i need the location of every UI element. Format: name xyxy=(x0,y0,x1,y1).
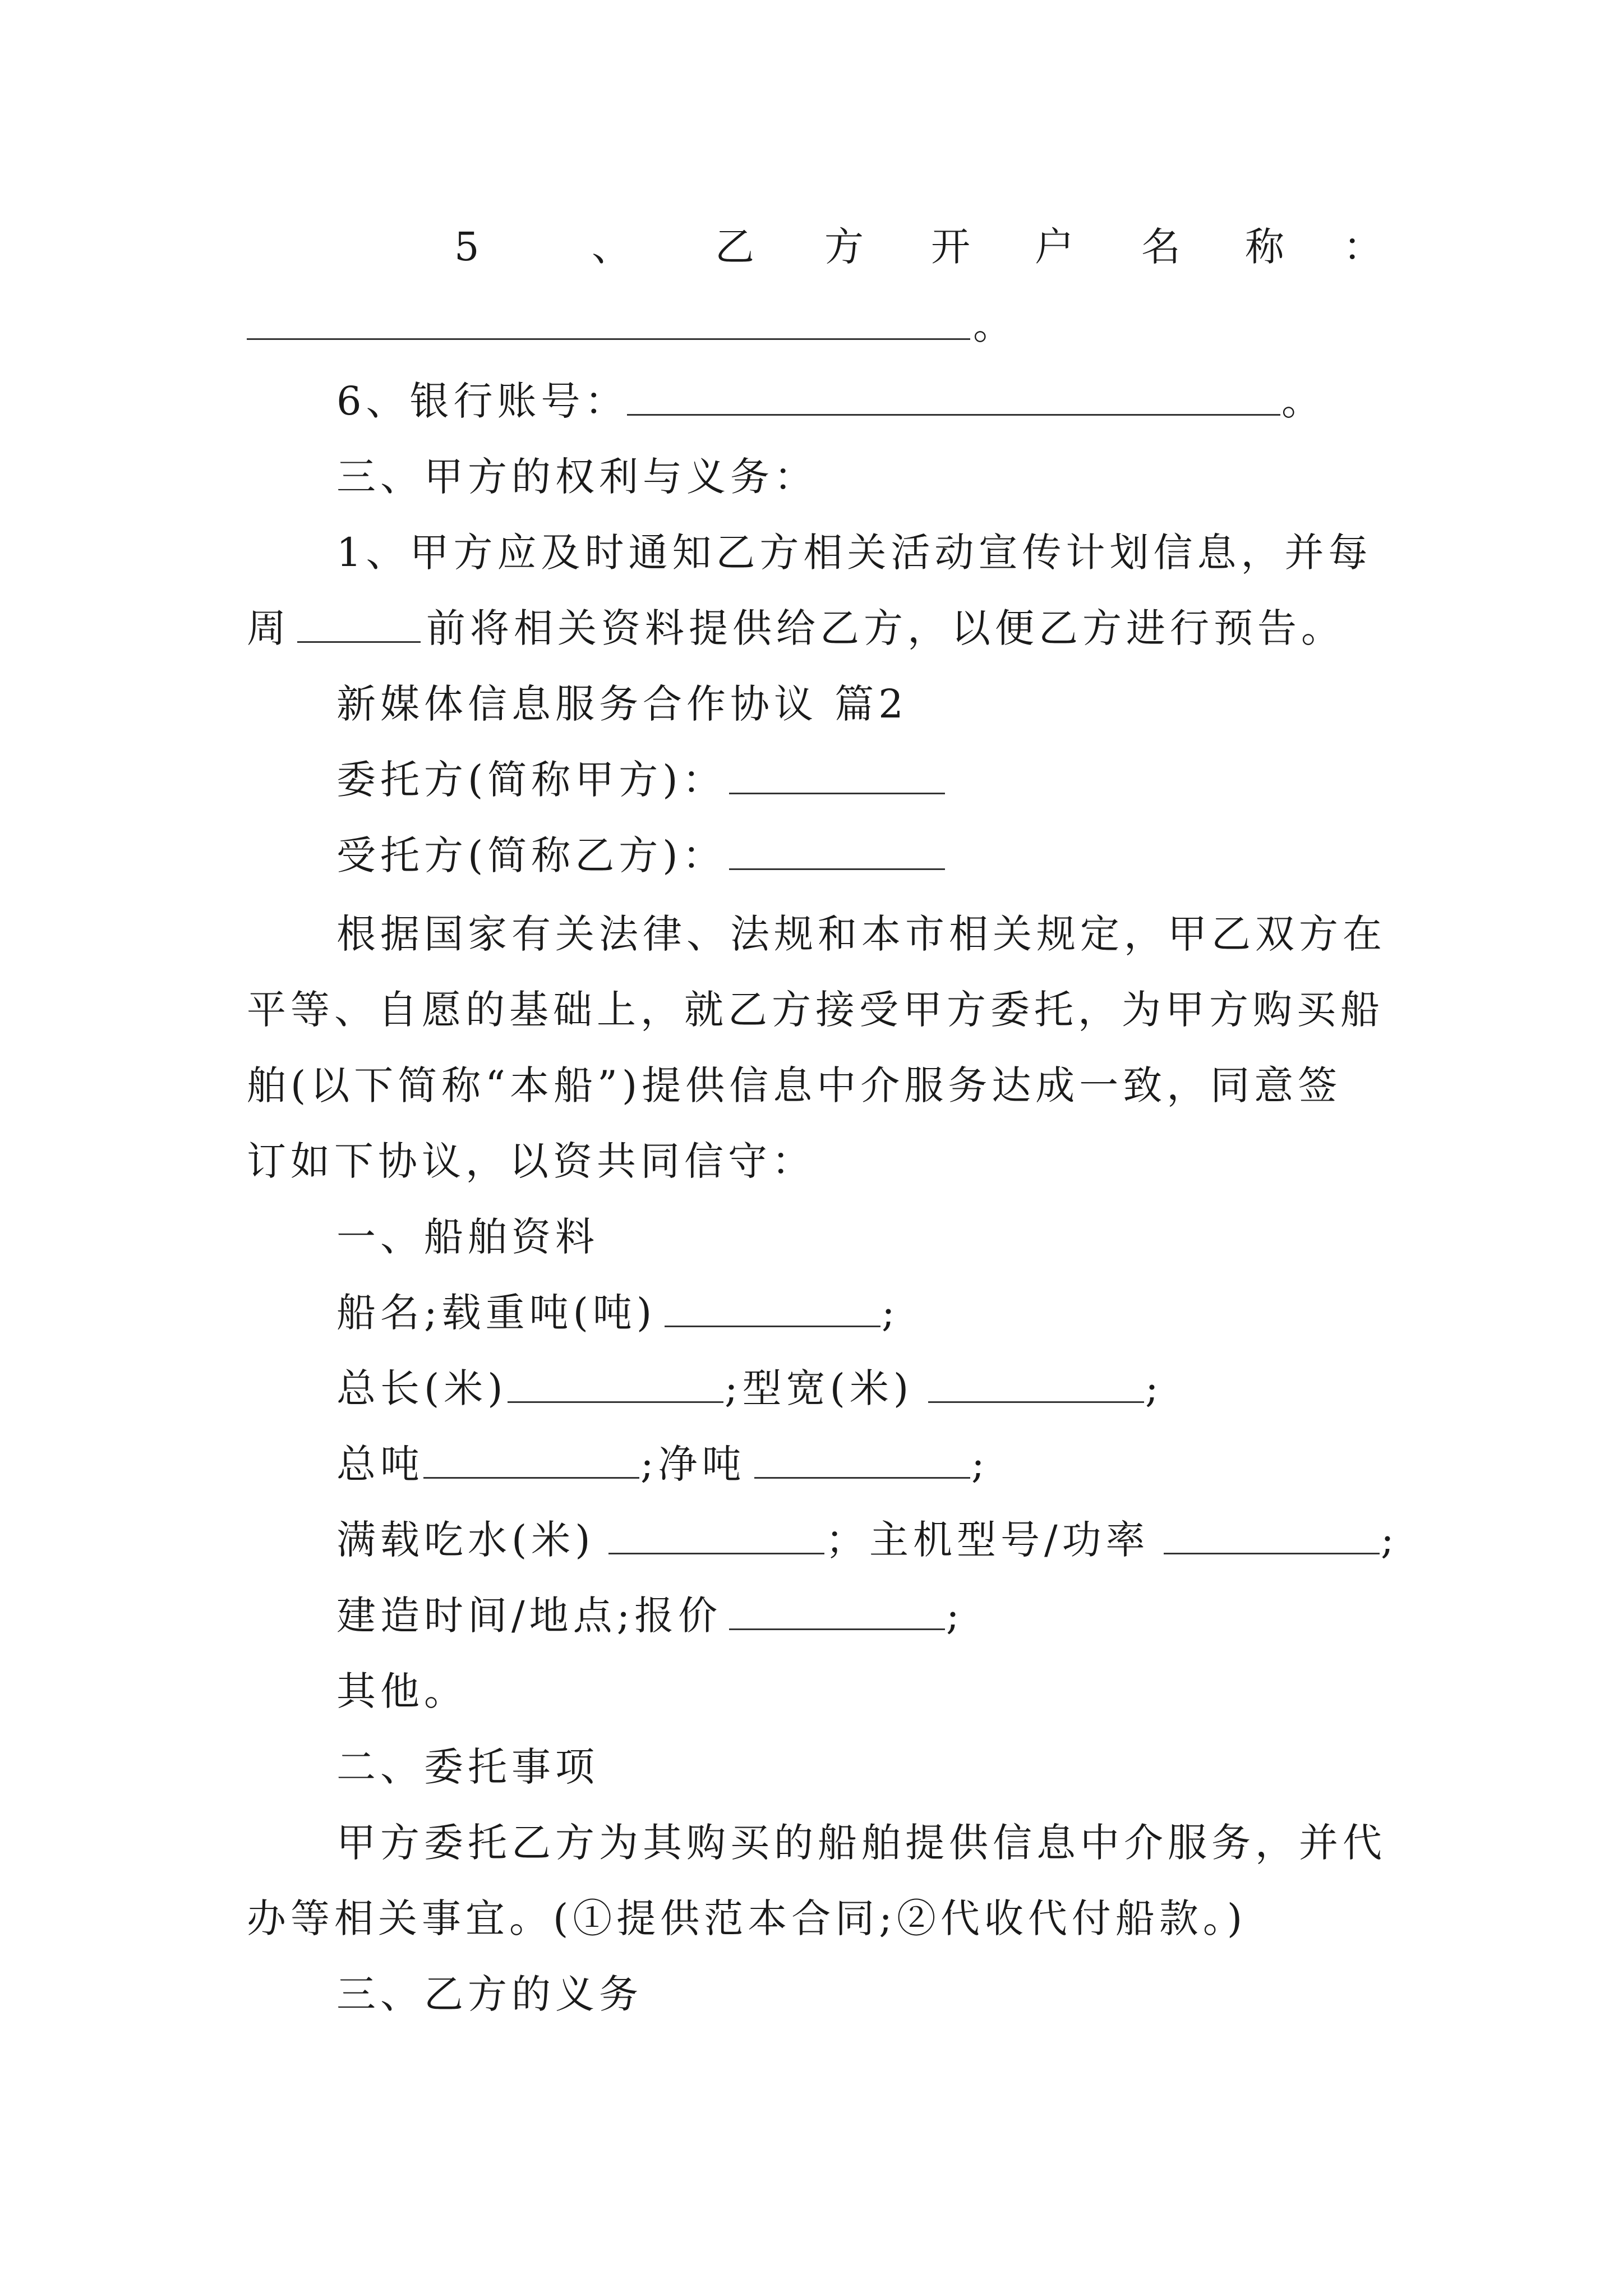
paragraph-line xyxy=(0,1130,1623,1192)
field-blank xyxy=(754,1433,970,1495)
field-blank xyxy=(608,1509,824,1571)
build-price-line xyxy=(0,1585,1623,1646)
paragraph-text: 1、甲方应及时通知乙方相关活动宣传计划信息，并每 xyxy=(336,530,1372,576)
paragraph-text: 其他。 xyxy=(336,1668,468,1714)
paragraph-text: 订如下协议，以资共同信守： xyxy=(247,1138,815,1184)
field-sep: ; xyxy=(971,1441,989,1487)
field-label: 总长(米) xyxy=(336,1365,508,1411)
field-blank xyxy=(729,1585,945,1646)
section-heading-text: 二、委托事项 xyxy=(336,1744,599,1790)
field-label: 建造时间/地点;报价 xyxy=(336,1593,722,1639)
section-heading xyxy=(0,446,1623,508)
party-b-blank xyxy=(729,825,945,886)
party-b-line xyxy=(0,825,1623,886)
field-blank xyxy=(423,1433,639,1495)
paragraph-text: 甲方委托乙方为其购买的船舶提供信息中介服务，并代 xyxy=(336,1820,1386,1866)
paragraph-line xyxy=(0,903,1623,965)
field-sep: ; xyxy=(882,1290,900,1336)
draft-engine-line xyxy=(0,1509,1623,1571)
field-blank xyxy=(508,1358,723,1419)
field-blank xyxy=(1164,1509,1380,1571)
account-name-blank xyxy=(247,295,970,356)
section-heading-text: 三、甲方的权利与义务： xyxy=(336,454,818,500)
account-name-char: 户 xyxy=(1035,224,1078,270)
account-name-char: 5 xyxy=(454,224,484,270)
field-blank xyxy=(928,1358,1144,1419)
paragraph-line xyxy=(0,979,1623,1041)
field-label: ；主机型号/功率 xyxy=(826,1517,1150,1563)
section-heading-text: 三、乙方的义务 xyxy=(336,1971,643,2017)
paragraph-text: 周 xyxy=(247,605,291,651)
account-name-char: ： xyxy=(1343,224,1387,270)
account-name-char: 、 xyxy=(592,224,635,270)
article-title xyxy=(0,673,1623,735)
account-name-char: 名 xyxy=(1141,224,1185,270)
account-name-char: 方 xyxy=(824,224,868,270)
field-label: ;型宽(米) xyxy=(725,1365,914,1411)
field-sep: ; xyxy=(1145,1365,1163,1411)
paragraph-text: 办等相关事宜。(①提供范本合同;②代收代付船款。) xyxy=(247,1895,1247,1941)
article-title-text: 新媒体信息服务合作协议 篇2 xyxy=(336,681,908,727)
field-sep: ; xyxy=(1381,1517,1399,1563)
account-name-char: 乙 xyxy=(715,224,759,270)
field-blank xyxy=(665,1282,880,1343)
account-name-char: 开 xyxy=(931,224,975,270)
party-b-label: 受托方(简称乙方)： xyxy=(336,832,726,878)
tonnage-line xyxy=(0,1433,1623,1495)
field-label: 船名;载重吨(吨) xyxy=(336,1290,657,1336)
paragraph-line xyxy=(0,1660,1623,1722)
paragraph-line xyxy=(0,1812,1623,1874)
ship-name-line xyxy=(0,1282,1623,1343)
account-name-line xyxy=(0,216,1623,278)
paragraph-text: 舶(以下简称“本船”)提供信息中介服务达成一致，同意签 xyxy=(247,1062,1342,1108)
paragraph-text: 前将相关资料提供给乙方，以便乙方进行预告。 xyxy=(426,605,1345,651)
field-label: 满载吃水(米) xyxy=(336,1517,595,1563)
field-label: ;净吨 xyxy=(640,1441,746,1487)
period: 。 xyxy=(1281,378,1325,424)
section-heading xyxy=(0,1963,1623,2025)
period: 。 xyxy=(973,302,1017,348)
account-name-char: 称 xyxy=(1245,224,1289,270)
section-heading xyxy=(0,1206,1623,1268)
length-width-line xyxy=(0,1358,1623,1419)
paragraph-line xyxy=(0,522,1623,583)
paragraph-line xyxy=(0,597,1623,659)
party-a-blank xyxy=(729,749,945,811)
section-heading xyxy=(0,1736,1623,1798)
bank-account-blank xyxy=(627,370,1280,432)
paragraph-line xyxy=(0,1055,1623,1116)
paragraph-text: 根据国家有关法律、法规和本市相关规定，甲乙双方在 xyxy=(336,911,1386,957)
section-heading-text: 一、船舶资料 xyxy=(336,1214,599,1260)
field-sep: ; xyxy=(946,1593,964,1639)
account-name-blank-line xyxy=(0,295,1623,356)
paragraph-line xyxy=(0,1888,1623,1949)
party-a-label: 委托方(简称甲方)： xyxy=(336,757,726,803)
field-label: 总吨 xyxy=(336,1441,424,1487)
bank-account-line xyxy=(0,370,1623,432)
weekday-blank xyxy=(297,597,421,659)
paragraph-text: 平等、自愿的基础上，就乙方接受甲方委托，为甲方购买船 xyxy=(247,987,1384,1033)
party-a-line xyxy=(0,749,1623,811)
bank-account-label: 6、银行账号： xyxy=(336,378,629,424)
